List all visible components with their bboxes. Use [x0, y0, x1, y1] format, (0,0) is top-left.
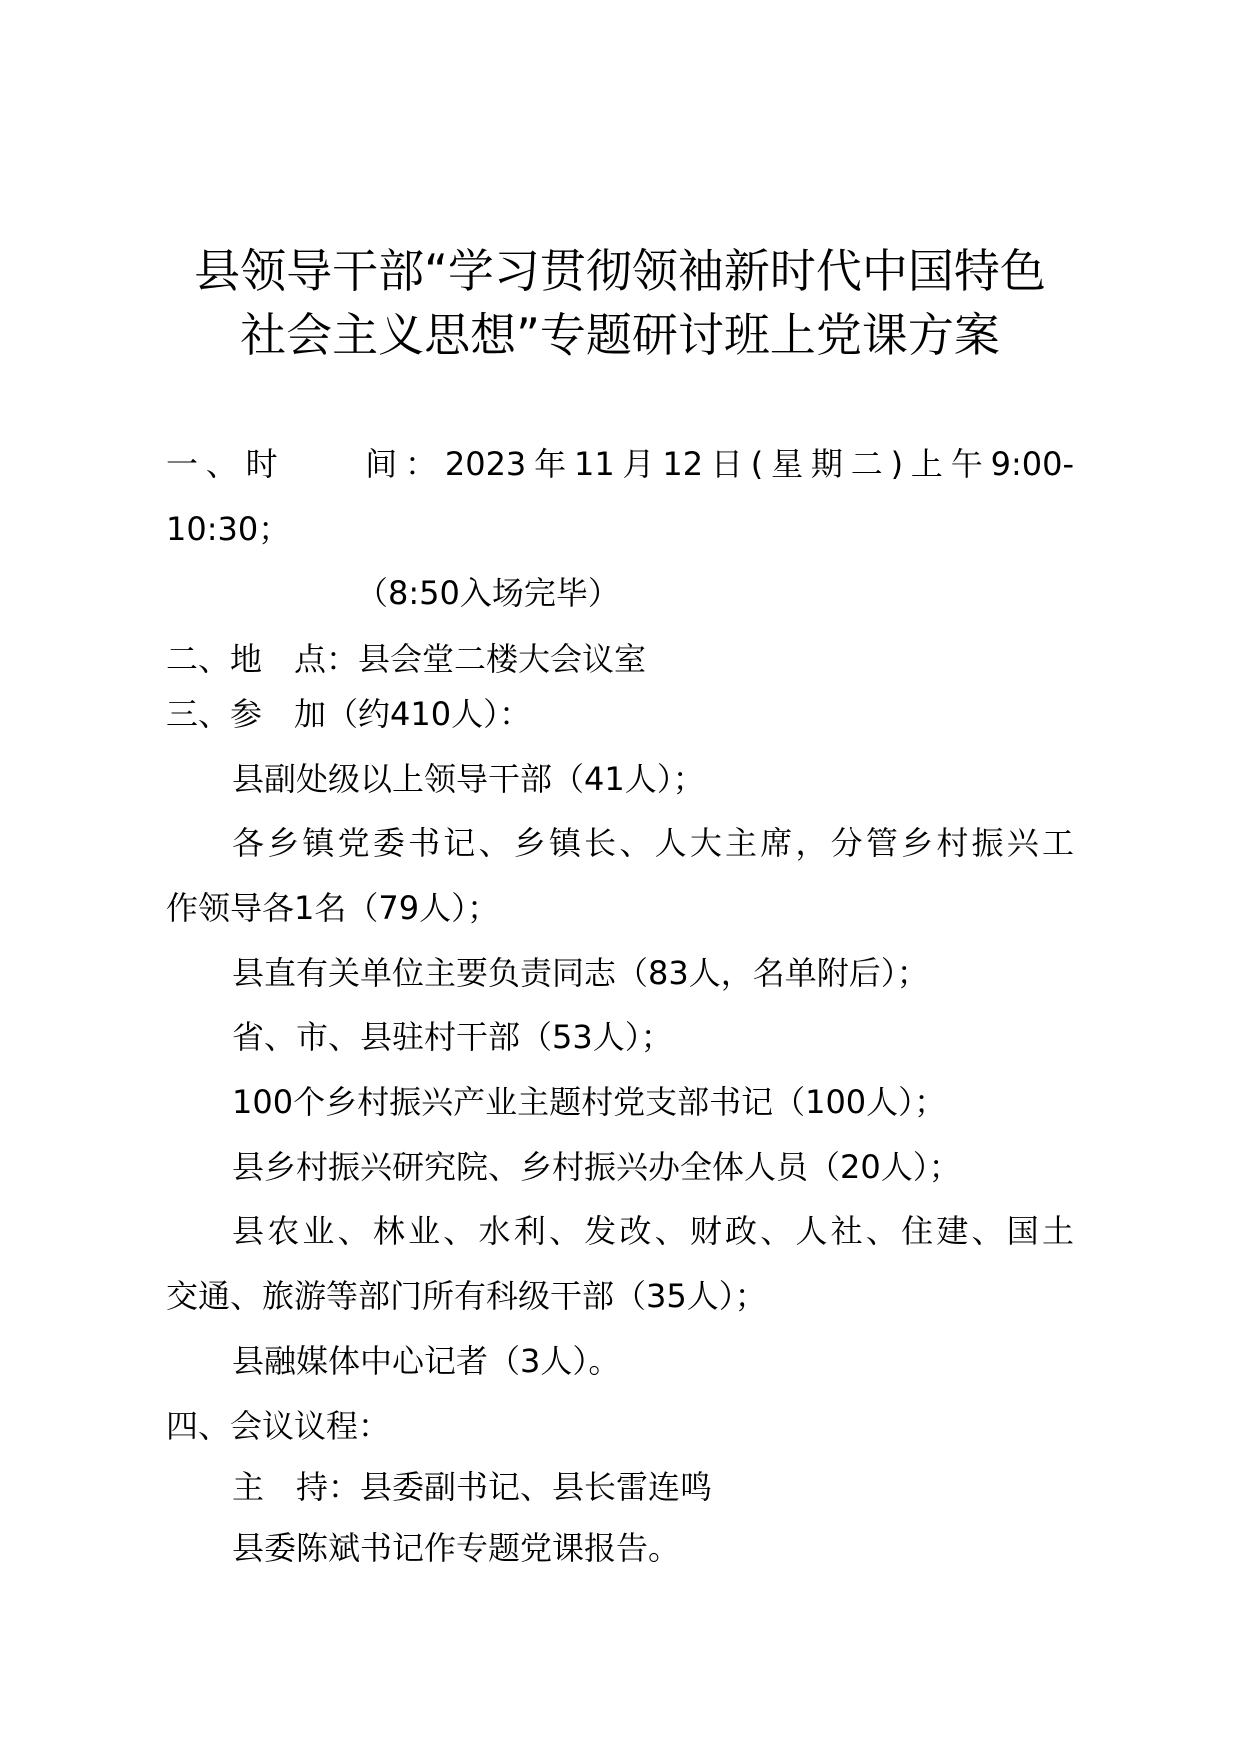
- time-line-continued: 10:30；: [166, 510, 291, 548]
- attendee-item: 省、市、县驻村干部（53人）；: [232, 1018, 673, 1056]
- time-line: 一、时 间：2023年11月12日(星期二)上午9:00-: [166, 445, 1074, 483]
- attendee-item: 县副处级以上领导干部（41人）；: [232, 760, 705, 798]
- document-title-line2: 社会主义思想”专题研讨班上党课方案: [240, 308, 1000, 362]
- attendee-item: 100个乡村振兴产业主题村党支部书记（100人）；: [232, 1083, 947, 1121]
- attendee-item: 县乡村振兴研究院、乡村振兴办全体人员（20人）；: [232, 1148, 961, 1186]
- time-note: （8:50入场完毕）: [356, 574, 620, 612]
- attendee-item: 县融媒体中心记者（3人）。: [232, 1342, 621, 1380]
- document-title-line1: 县领导干部“学习贯彻领袖新时代中国特色: [194, 244, 1046, 298]
- attendee-item: 县直有关单位主要负责同志（83人，名单附后）；: [232, 954, 929, 992]
- attendee-item-continued: 作领导各1名（79人）；: [166, 889, 500, 927]
- attendee-item: 各乡镇党委书记、乡镇长、人大主席，分管乡村振兴工: [232, 824, 1074, 862]
- agenda-heading: 四、会议议程：: [166, 1407, 391, 1445]
- agenda-host: 主 持：县委副书记、县长雷连鸣: [232, 1468, 713, 1506]
- attendance-heading: 三、参 加（约410人）：: [166, 695, 532, 733]
- attendee-item-continued: 交通、旅游等部门所有科级干部（35人）；: [166, 1277, 767, 1315]
- location-line: 二、地 点：县会堂二楼大会议室: [166, 640, 647, 678]
- attendee-item: 县农业、林业、水利、发改、财政、人社、住建、国土: [232, 1212, 1074, 1250]
- agenda-report: 县委陈斌书记作专题党课报告。: [232, 1529, 681, 1567]
